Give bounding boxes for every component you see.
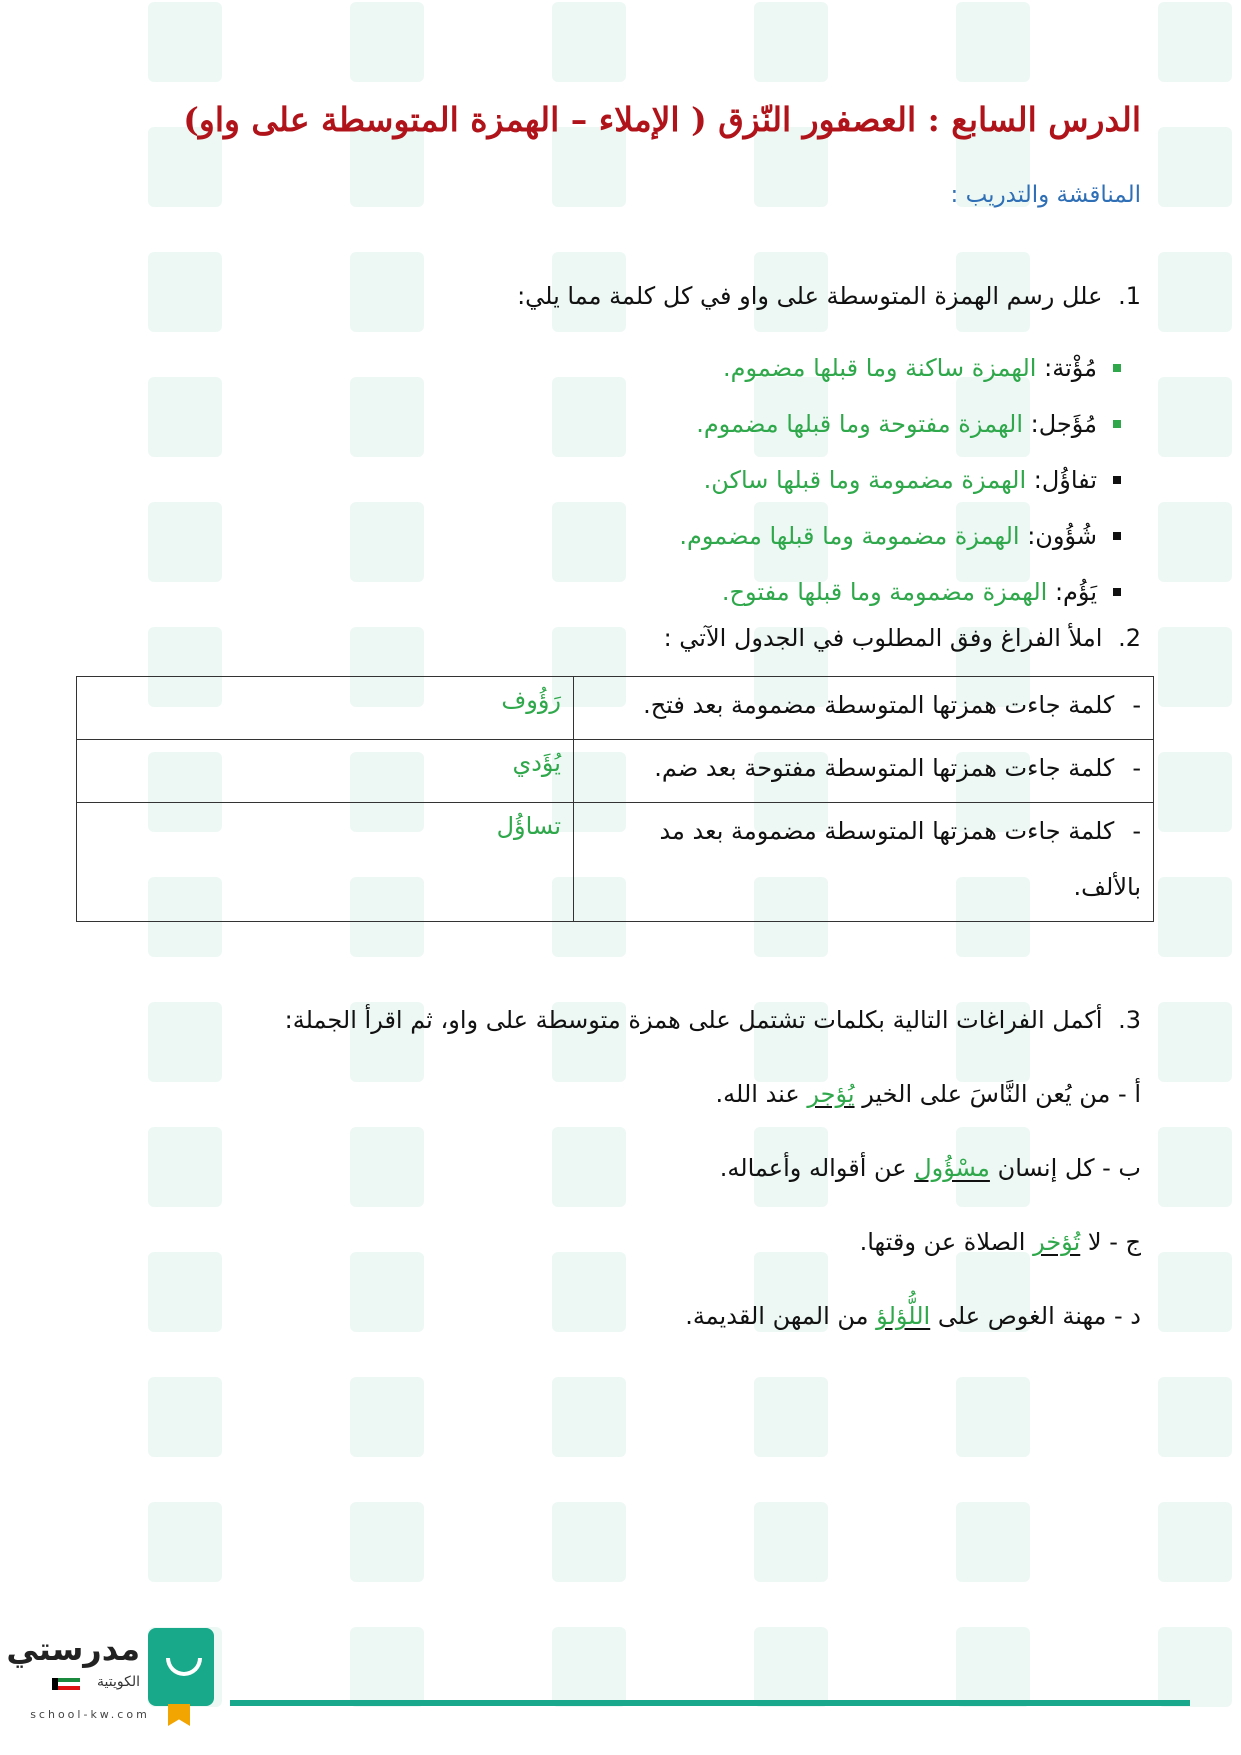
list-item	[221, 340, 1121, 396]
filled-blank[interactable]: يُؤجر	[807, 1080, 855, 1108]
watermark-box	[552, 127, 626, 207]
watermark-logo-icon	[444, 1490, 644, 1600]
watermark-logo-icon	[848, 1240, 1048, 1350]
watermark-logo-icon	[646, 1240, 846, 1350]
watermark-logo-icon	[40, 1365, 240, 1475]
sentence-c	[860, 1228, 1141, 1256]
filled-blank[interactable]: مسْؤُول	[914, 1154, 990, 1182]
logo-icon	[148, 1628, 214, 1706]
watermark-box	[552, 1502, 626, 1582]
watermark-logo-icon	[40, 0, 240, 100]
sentence-suffix: من المهن القديمة.	[685, 1302, 869, 1330]
watermark-logo-icon	[40, 490, 240, 600]
filled-blank[interactable]: تُؤخر	[1033, 1228, 1081, 1256]
filled-blank[interactable]: اللُّؤلؤ	[876, 1302, 931, 1330]
logo-subtitle: الكويتية	[97, 1674, 140, 1690]
watermark-box	[148, 1502, 222, 1582]
bullet-square-icon	[1113, 532, 1121, 540]
watermark-box	[1158, 1252, 1232, 1332]
watermark-logo-icon	[848, 1365, 1048, 1475]
sentence-prefix: أ - من يُعن النَّاسَ على الخير	[862, 1080, 1141, 1108]
watermark-box	[754, 1502, 828, 1582]
question-number: 3.	[1118, 1006, 1141, 1034]
watermark-logo-icon	[242, 1240, 442, 1350]
watermark-logo-icon	[646, 1615, 846, 1725]
question-text: أكمل الفراغات التالية بكلمات تشتمل على همزة متوسطة على واو، ثم اقرأ الجملة:	[284, 1006, 1103, 1034]
question-text: املأ الفراغ وفق المطلوب في الجدول الآتي :	[663, 624, 1103, 652]
watermark-logo-icon	[1050, 1490, 1241, 1600]
watermark-logo-icon	[40, 240, 240, 350]
watermark-logo-icon	[848, 1490, 1048, 1600]
item-word: مُؤَجل:	[1030, 410, 1097, 438]
sentence-b	[720, 1154, 1141, 1182]
item-word: مُؤْتة:	[1044, 354, 1097, 382]
item-reason: الهمزة مفتوحة وما قبلها مضموم.	[696, 410, 1023, 438]
watermark-logo-icon	[40, 365, 240, 475]
watermark-box	[350, 127, 424, 207]
question-1	[517, 282, 1141, 310]
question-number: 2.	[1118, 624, 1141, 652]
watermark-logo-icon	[1050, 1615, 1241, 1725]
watermark-box	[350, 2, 424, 82]
bullet-square-icon	[1113, 476, 1121, 484]
watermark-box	[552, 1377, 626, 1457]
watermark-box	[956, 1627, 1030, 1707]
watermark-logo-icon	[242, 1115, 442, 1225]
kuwait-flag-icon	[52, 1678, 80, 1690]
description-text: كلمة جاءت همزتها المتوسطة مفتوحة بعد ضم.	[654, 754, 1115, 782]
sentence-prefix: ب - كل إنسان	[997, 1154, 1141, 1182]
watermark-logo-icon	[242, 1615, 442, 1725]
table-cell-description	[574, 803, 1154, 922]
watermark-box	[1158, 1002, 1232, 1082]
watermark-logo-icon	[242, 1365, 442, 1475]
list-item	[221, 508, 1121, 564]
logo-url: school-kw.com	[30, 1708, 150, 1721]
dash-mark: -	[1132, 691, 1141, 719]
sentence-prefix: ج - لا	[1087, 1228, 1141, 1256]
section-subtitle: المناقشة والتدريب :	[950, 182, 1141, 208]
bullet-square-icon	[1113, 420, 1121, 428]
logo-name: مدرستي	[6, 1630, 140, 1668]
watermark-box	[552, 2, 626, 82]
question-3	[285, 1006, 1141, 1034]
watermark-box	[754, 2, 828, 82]
watermark-logo-icon	[444, 1615, 644, 1725]
watermark-logo-icon	[40, 990, 240, 1100]
watermark-box	[1158, 127, 1232, 207]
sentence-a	[716, 1080, 1141, 1108]
watermark-box	[148, 1002, 222, 1082]
list-item	[221, 452, 1121, 508]
watermark-logo-icon	[444, 1240, 644, 1350]
description-text: كلمة جاءت همزتها المتوسطة مضمومة بعد فتح.	[643, 691, 1115, 719]
watermark-box	[754, 1377, 828, 1457]
watermark-logo-icon	[242, 240, 442, 350]
watermark-box	[148, 2, 222, 82]
watermark-logo-icon	[646, 0, 846, 100]
watermark-logo-icon	[848, 1615, 1048, 1725]
watermark-logo-icon	[444, 1115, 644, 1225]
watermark-box	[1158, 252, 1232, 332]
watermark-box	[1158, 377, 1232, 457]
question-text: علل رسم الهمزة المتوسطة على واو في كل كلمة مما يلي:	[517, 282, 1103, 310]
watermark-box	[1158, 752, 1232, 832]
table-cell-description	[574, 677, 1154, 740]
bookmark-icon	[168, 1704, 190, 1726]
sentence-prefix: د - مهنة الغوص على	[937, 1302, 1141, 1330]
watermark-logo-icon	[40, 1490, 240, 1600]
bullet-square-icon	[1113, 588, 1121, 596]
fill-table	[76, 676, 1154, 922]
watermark-logo-icon	[444, 1365, 644, 1475]
watermark-box	[552, 1627, 626, 1707]
question-2	[664, 624, 1141, 652]
watermark-box	[754, 127, 828, 207]
watermark-logo-icon	[646, 1365, 846, 1475]
watermark-box	[1158, 877, 1232, 957]
watermark-box	[148, 502, 222, 582]
item-word: شُؤُون:	[1027, 522, 1097, 550]
watermark-box	[956, 1502, 1030, 1582]
watermark-box	[754, 1627, 828, 1707]
watermark-box	[552, 1127, 626, 1207]
list-item	[221, 564, 1121, 620]
watermark-logo-icon	[40, 1240, 240, 1350]
list-item	[221, 396, 1121, 452]
site-logo[interactable]	[6, 1620, 230, 1740]
watermark-box	[552, 1252, 626, 1332]
table-cell-answer[interactable]: تساؤُل	[77, 803, 574, 922]
item-reason: الهمزة مضمومة وما قبلها ساكن.	[703, 466, 1027, 494]
sentence-suffix: عن أقواله وأعماله.	[719, 1154, 907, 1182]
item-reason: الهمزة ساكنة وما قبلها مضموم.	[723, 354, 1037, 382]
bullet-square-icon	[1113, 364, 1121, 372]
description-text: كلمة جاءت همزتها المتوسطة مضمومة بعد مد بالألف.	[659, 817, 1141, 901]
watermark-box	[148, 127, 222, 207]
lesson-title: الدرس السابع : العصفور النّزق ( الإملاء – الهمزة المتوسطة على واو)	[183, 100, 1141, 139]
sentence-suffix: عند الله.	[715, 1080, 800, 1108]
watermark-box	[148, 1252, 222, 1332]
watermark-logo-icon	[848, 0, 1048, 100]
watermark-box	[148, 1377, 222, 1457]
table-row	[77, 803, 1154, 922]
watermark-box	[350, 252, 424, 332]
item-word: يَؤُم:	[1054, 578, 1097, 606]
table-row	[77, 740, 1154, 803]
watermark-logo-icon	[444, 0, 644, 100]
table-cell-answer[interactable]: رَؤُوف	[77, 677, 574, 740]
watermark-logo-icon	[1050, 1240, 1241, 1350]
sentence-suffix: الصلاة عن وقتها.	[859, 1228, 1026, 1256]
dash-mark: -	[1132, 817, 1141, 845]
watermark-box	[350, 1127, 424, 1207]
sentence-d	[685, 1302, 1141, 1330]
watermark-box	[1158, 1502, 1232, 1582]
watermark-box	[1158, 502, 1232, 582]
table-cell-answer[interactable]: يُؤَدي	[77, 740, 574, 803]
footer-divider	[230, 1700, 1190, 1706]
watermark-box	[1158, 1627, 1232, 1707]
table-row	[77, 677, 1154, 740]
watermark-logo-icon	[40, 1115, 240, 1225]
watermark-box	[350, 1502, 424, 1582]
watermark-box	[1158, 627, 1232, 707]
watermark-box	[956, 2, 1030, 82]
watermark-box	[956, 1377, 1030, 1457]
watermark-box	[148, 252, 222, 332]
watermark-box	[148, 1127, 222, 1207]
item-reason: الهمزة مضمومة وما قبلها مفتوح.	[721, 578, 1048, 606]
watermark-logo-icon	[242, 0, 442, 100]
watermark-logo-icon	[1050, 0, 1241, 100]
item-word: تفاؤُل:	[1033, 466, 1097, 494]
question-number: 1.	[1118, 282, 1141, 310]
watermark-box	[148, 377, 222, 457]
watermark-logo-icon	[646, 1490, 846, 1600]
watermark-box	[350, 1377, 424, 1457]
reasons-list	[221, 340, 1121, 620]
watermark-logo-icon	[242, 1490, 442, 1600]
watermark-box	[1158, 2, 1232, 82]
watermark-box	[1158, 1377, 1232, 1457]
watermark-box	[350, 1627, 424, 1707]
watermark-box	[1158, 1127, 1232, 1207]
dash-mark: -	[1132, 754, 1141, 782]
table-cell-description	[574, 740, 1154, 803]
item-reason: الهمزة مضمومة وما قبلها مضموم.	[679, 522, 1020, 550]
watermark-logo-icon	[1050, 1365, 1241, 1475]
watermark-box	[350, 1252, 424, 1332]
